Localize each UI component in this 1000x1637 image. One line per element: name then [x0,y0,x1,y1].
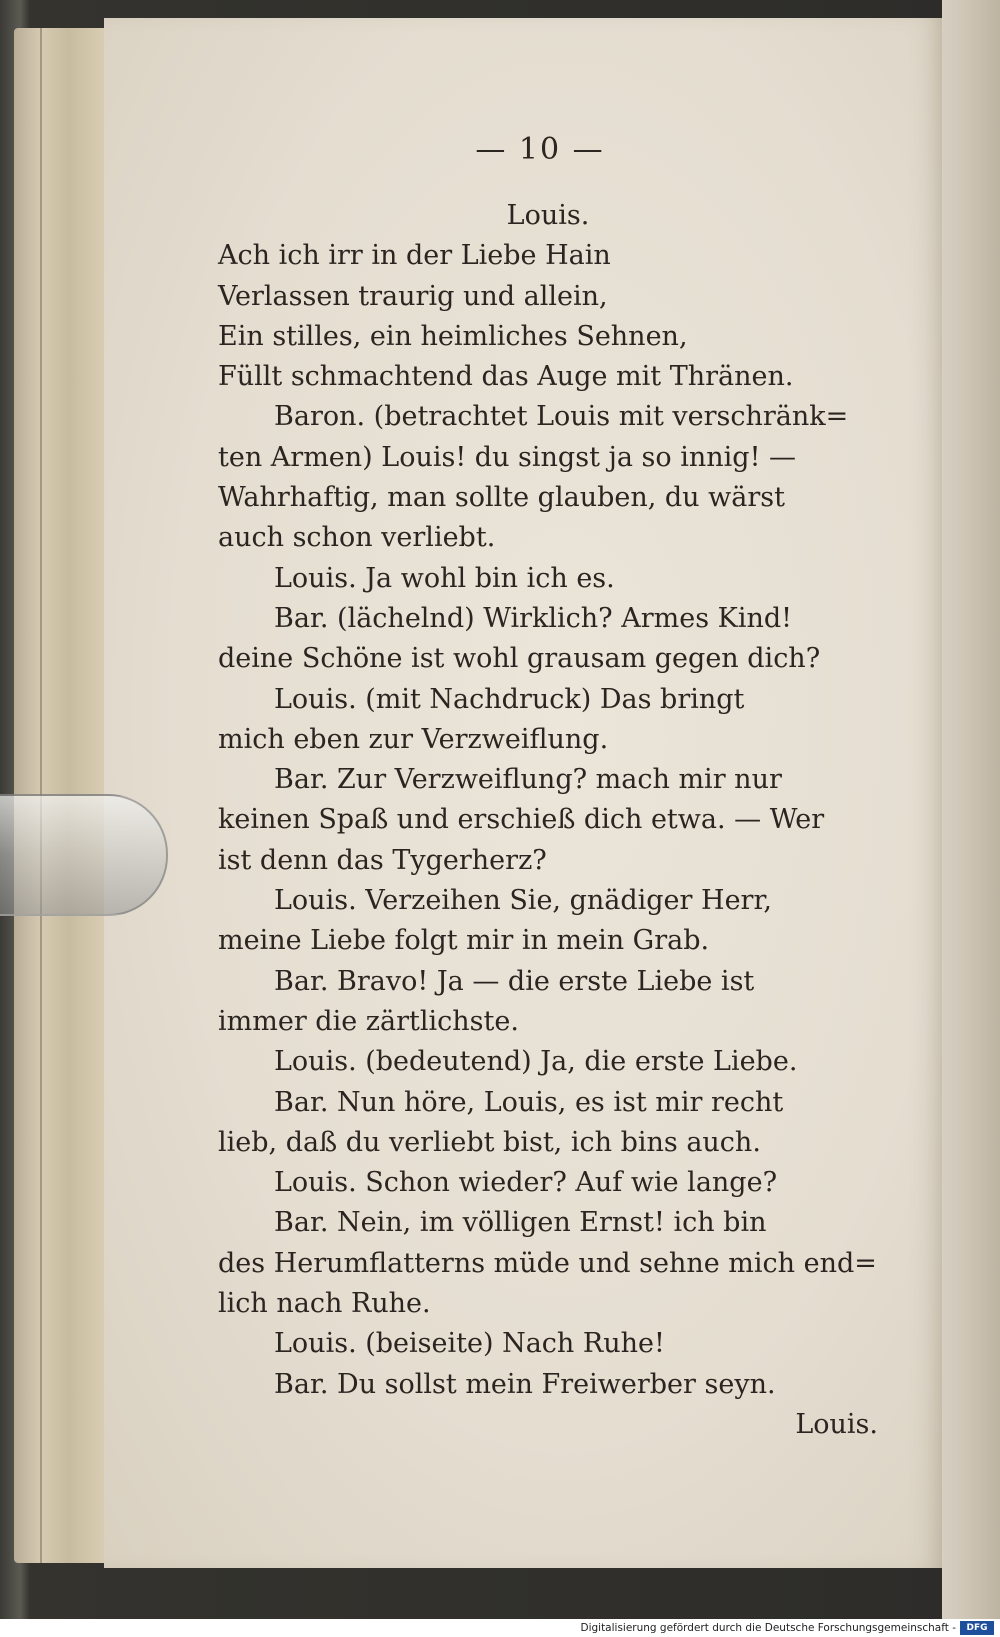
footer-credit: Digitalisierung gefördert durch die Deutsche Forschungsgemeinschaft - [580,1622,956,1634]
book-right-edge [942,0,1000,1637]
text-line: keinen Spaß und erschieß dich etwa. — Wer [218,804,825,836]
text-line: Louis. Schon wieder? Auf wie lange? [274,1167,778,1199]
text-line: immer die zärtlichste. [218,1005,519,1037]
text-line: Baron. (betrachtet Louis mit verschränk= [274,401,849,433]
text-line: des Herumflatterns müde und sehne mich end= [218,1247,877,1279]
text-line: Bar. Bravo! Ja — die erste Liebe ist [274,965,755,997]
text-line: Louis. Verzeihen Sie, gnädiger Herr, [274,885,772,917]
dfg-logo-icon: DFG [960,1621,994,1635]
text-line: lieb, daß du verliebt bist, ich bins auch. [218,1126,761,1158]
text-line: Bar. Zur Verzweiflung? mach mir nur [274,764,782,796]
text-line: Ach ich irr in der Liebe Hain [218,240,611,272]
text-line: Füllt schmachtend das Auge mit Thränen. [218,361,794,393]
page-number: — 10 — [475,132,605,167]
text-line: Louis. (mit Nachdruck) Das bringt [274,683,745,715]
text-line: Louis. (bedeutend) Ja, die erste Liebe. [274,1046,798,1078]
page-text [218,196,878,1445]
text-line: Ein stilles, ein heimliches Sehnen, [218,320,688,352]
text-line: Wahrhaftig, man sollte glauben, du wärst [218,482,785,514]
text-line: meine Liebe folgt mir in mein Grab. [218,925,710,957]
text-line: Bar. Nun höre, Louis, es ist mir recht [274,1086,784,1118]
text-line: Louis. Ja wohl bin ich es. [274,562,615,594]
text-line: deine Schöne ist wohl grausam gegen dich? [218,643,821,675]
text-line: auch schon verliebt. [218,522,496,554]
text-line: ten Armen) Louis! du singst ja so innig! — [218,441,797,473]
text-line: lich nach Ruhe. [218,1288,431,1320]
text-line: Bar. (lächelnd) Wirklich? Armes Kind! [274,602,792,634]
text-line: Louis. [795,1408,878,1440]
footer-bar [0,1619,1000,1637]
text-line: Verlassen traurig und allein, [218,280,608,312]
bookmark-clip [0,794,168,916]
text-line: mich eben zur Verzweiflung. [218,723,609,755]
text-line: ist denn das Tygerherz? [218,844,547,876]
text-line: Bar. Nein, im völligen Ernst! ich bin [274,1207,767,1239]
text-line: Louis. (beiseite) Nach Ruhe! [274,1328,665,1360]
text-line: Louis. [506,200,590,231]
text-line: Bar. Du sollst mein Freiwerber seyn. [274,1368,776,1400]
